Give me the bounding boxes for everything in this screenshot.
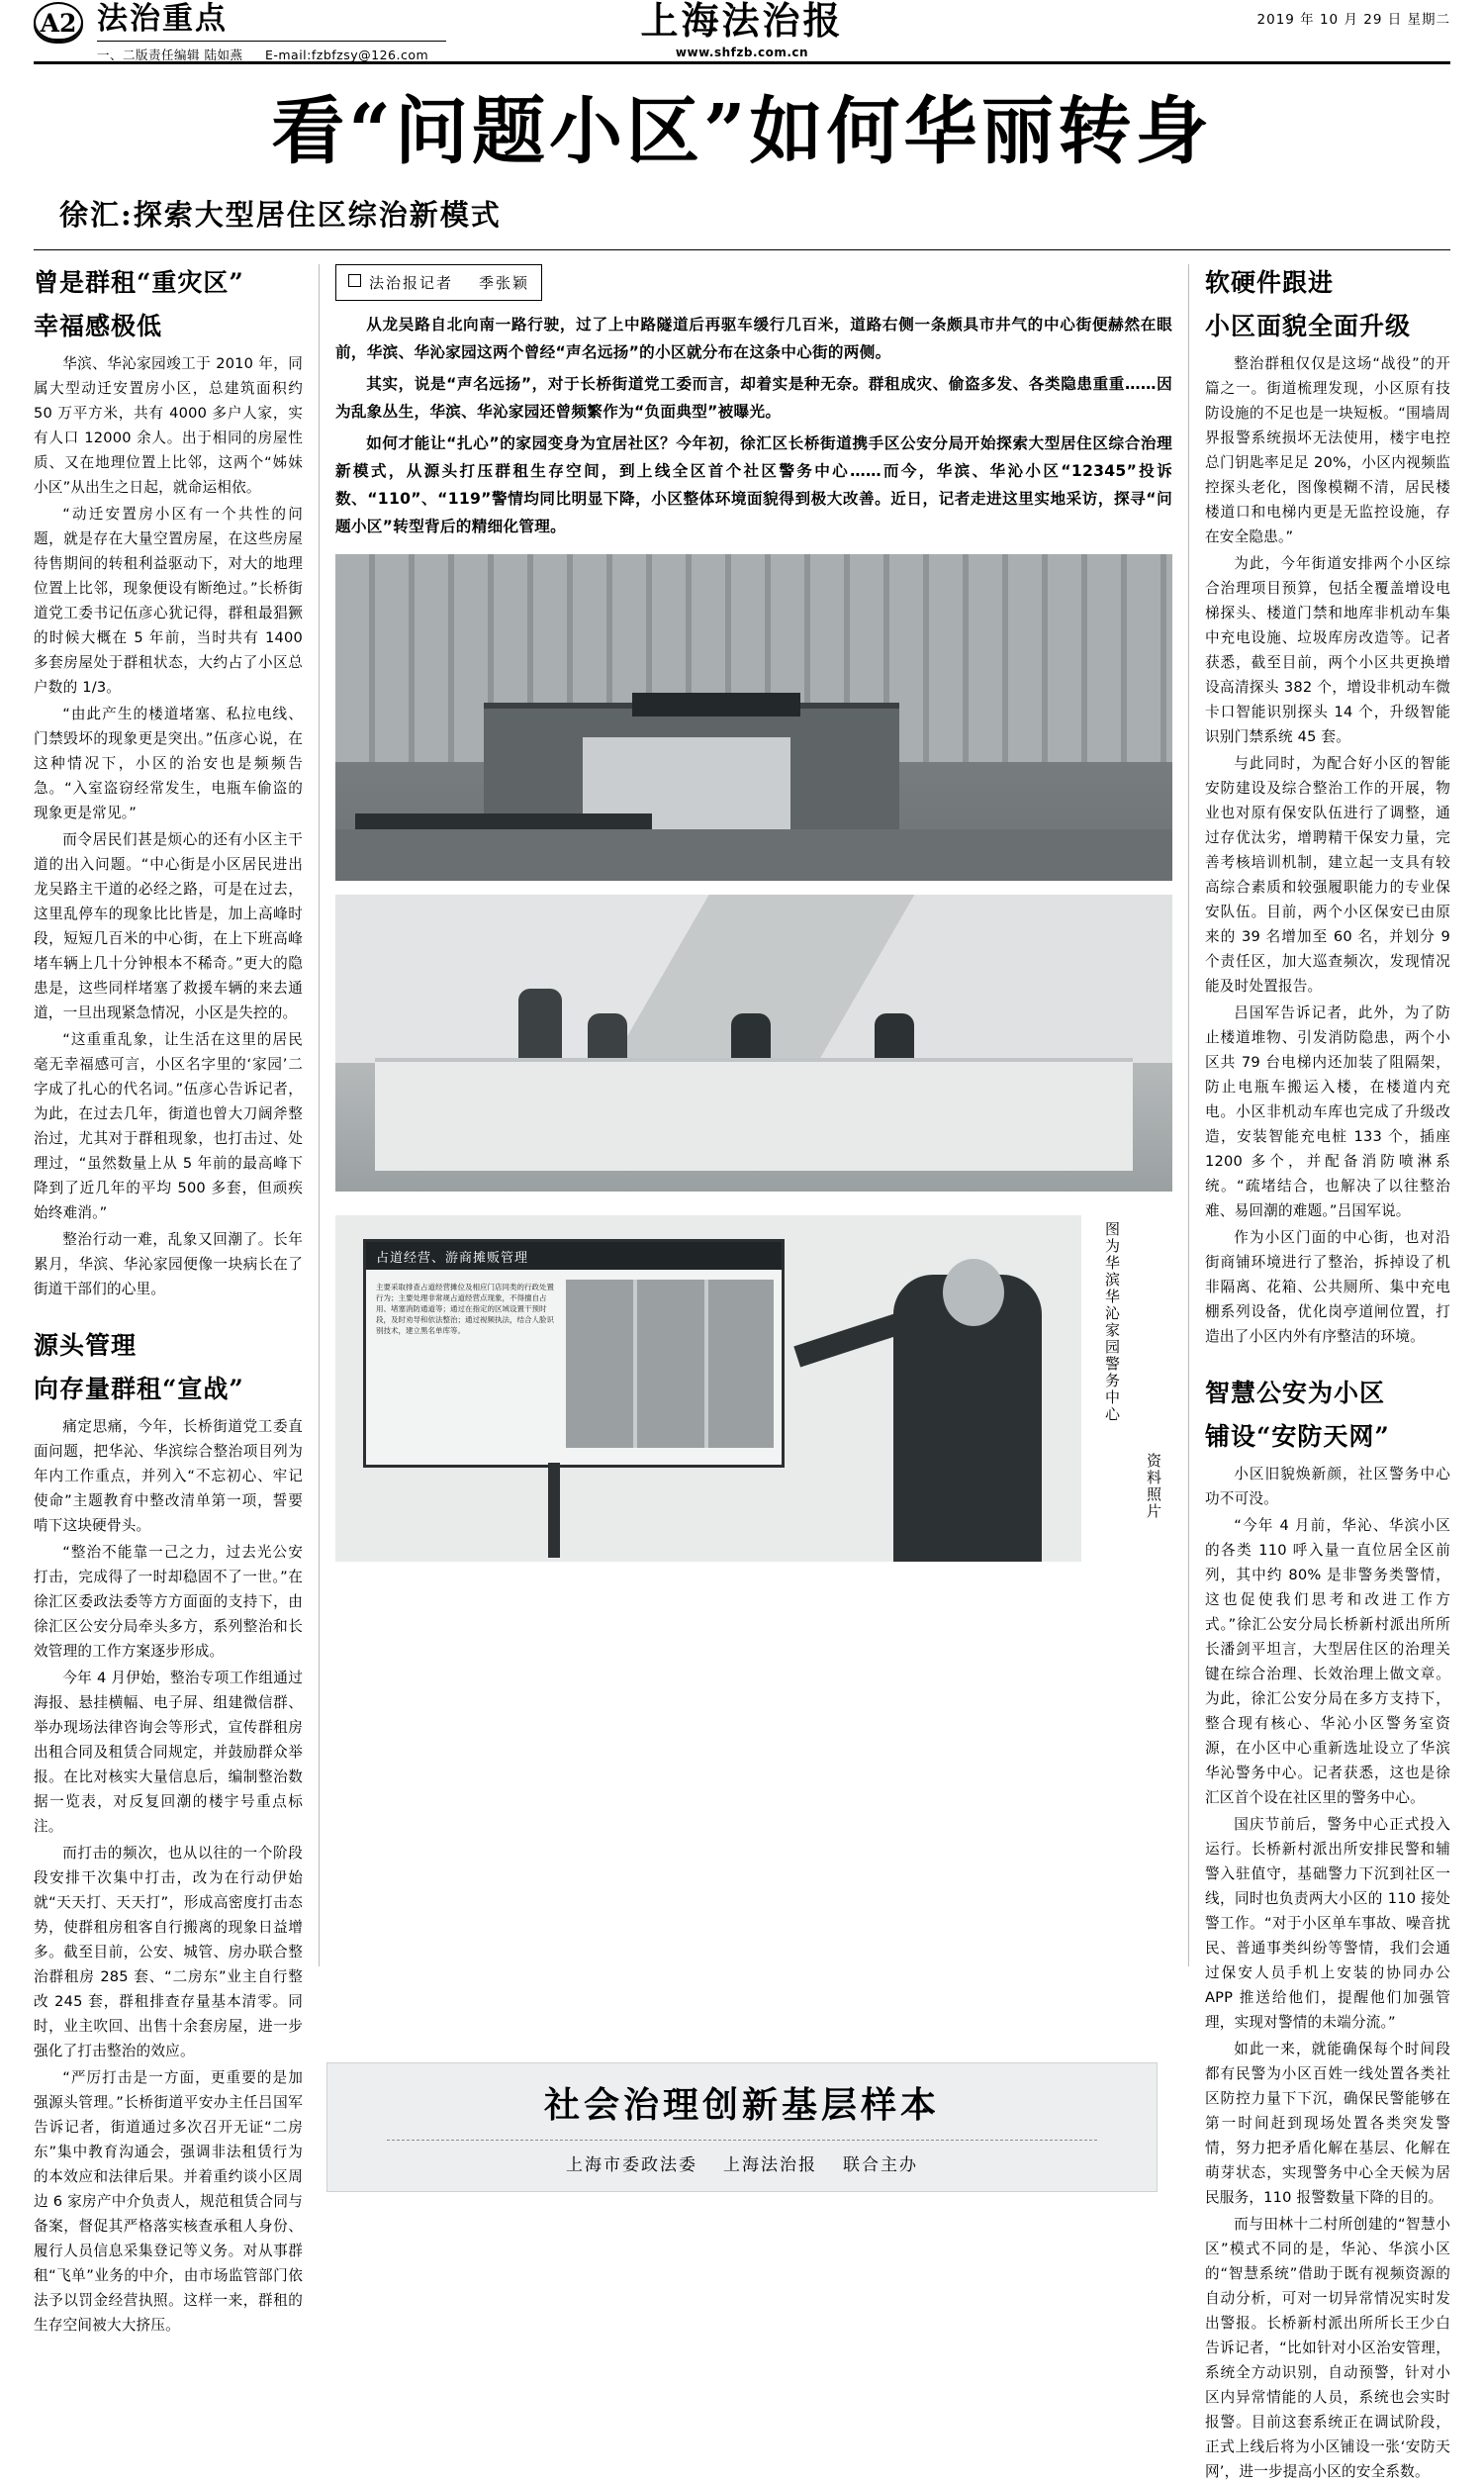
officer-arm bbox=[793, 1313, 903, 1368]
left-section1-title-line1: 曾是群租“重灾区” bbox=[34, 268, 244, 297]
paragraph: 而令居民们甚是烦心的还有小区主干道的出入问题。“中心街是小区居民进出龙吴路主干道的必经之路，可是在过去，这里乱停车的现象比比皆是，加上高峰时段，短短几百米的中心街，在上下班高峰堵车辆上几十分钟根本不稀奇。”更大的隐患是，这些同样堵塞了救援车辆的来去通道，一旦出现紧急情况，小区是失控的。 bbox=[34, 831, 303, 1021]
left-section2-title-line2: 向存量群租“宣战” bbox=[34, 1375, 244, 1403]
screen-bullet-text: 主要采取排查占道经营摊位及相应门店同类的行政处置行为；主要处理非常规占道经营点现象，不得擅自占用、堵塞消防通道等；通过在指定的区域设置干预时段，及时劝导和依法整治；通过视频执法，结合人脸识别技术，建立黑名单库等。 bbox=[376, 1283, 554, 1335]
paragraph: 小区旧貌焕新颜，社区警务中心功不可没。 bbox=[1205, 1466, 1450, 1507]
masthead-left bbox=[34, 2, 446, 63]
officer-head bbox=[943, 1259, 1004, 1326]
paragraph: “整治不能靠一己之力，过去光公安打击，完成得了一时却稳固不了一世。”在徐汇区委政法委等方方面面的支持下，由徐汇区公安分局牵头多方，系列整治和长效管理的工作方案逐步形成。 bbox=[34, 1544, 303, 1660]
screen-image-grid bbox=[566, 1280, 774, 1448]
byline-box-icon bbox=[348, 274, 361, 287]
paragraph: 华滨、华沁家园竣工于 2010 年，同属大型动迁安置房小区，总建筑面积约 50 万平方米，共有 4000 多户人家，实有人口 12000 余人。出于相同的房屋性质、又在地理位置上比邻，这两个“姊妹小区”从出生之日起，就命运相依。 bbox=[34, 355, 303, 496]
lead-paragraphs bbox=[335, 311, 1172, 540]
street-foreground bbox=[335, 829, 1172, 881]
editor-name: 一、二版责任编辑 陆如燕 bbox=[97, 48, 243, 62]
byline-author: 季张颖 bbox=[479, 274, 530, 292]
right-section2-title-line1: 智慧公安为小区 bbox=[1205, 1379, 1386, 1407]
editor-email: E-mail:fzbfzsy@126.com bbox=[264, 48, 429, 62]
lead-paragraph: 其实，说是“声名远扬”，对于长桥街道党工委而言，却着实是种无奈。群租成灾、偷盗多发、各类隐患重重……因为乱象丛生，华滨、华沁家园还曾频繁作为“负面典型”被曝光。 bbox=[335, 375, 1172, 421]
caption-line-2: 资料照片 bbox=[1145, 1453, 1162, 1520]
right-section1-title-line2: 小区面貌全面升级 bbox=[1205, 312, 1412, 340]
paragraph: 而打击的频次，也从以往的一个阶段段安排干次集中打击，改为在行动伊始就“天天打、天天打”，形成高密度打击态势，使群租房租客自行搬离的现象日益增多。截至目前，公安、城管、房办联合整治群租房 285 套、“二房东”业主自行整改 245 套，群租排查存量基本清零。同时，业主吹回、出售十余套房屋，进一步强化了打击整治的效应。 bbox=[34, 1845, 303, 2059]
footer-sponsor-1: 上海市委政法委 bbox=[566, 2155, 697, 2175]
paragraph: “这重重乱象，让生活在这里的居民毫无幸福感可言，小区名字里的‘家园’二字成了扎心的代名词。”伍彦心告诉记者，为此，在过去几年，街道也曾大刀阔斧整治过，尤其对于群租现象，也打击过、处理过，“虽然数量上从 5 年前的最高峰下降到了近几年的平均 500 多套，但顽疾始终难消。” bbox=[34, 1031, 303, 1221]
masthead bbox=[34, 0, 1450, 64]
issue-date: 2019 年 10 月 29 日 星期二 bbox=[1256, 12, 1450, 28]
headline: 看“问题小区”如何华丽转身 bbox=[271, 89, 1213, 174]
paragraph: 今年 4 月伊始，整治专项工作组通过海报、悬挂横幅、电子屏、组建微信群、举办现场法律咨询会等形式，宣传群租房出租合同及租赁合同规定，并鼓励群众举报。在比对核实大量信息后，编制整治数据一览表，对反复回潮的楼宇号重点标注。 bbox=[34, 1670, 303, 1835]
lead-paragraph: 从龙吴路自北向南一路行驶，过了上中路隧道后再驱车缓行几百米，道路右侧一条颇具市井气的中心街便赫然在眼前，华滨、华沁家园这两个曾经“声名远扬”的小区就分布在这条中心街的两侧。 bbox=[335, 316, 1172, 361]
photo-officer-presentation bbox=[335, 1215, 1081, 1562]
footer-sponsor-2: 上海法治报 bbox=[723, 2155, 817, 2175]
screen-title: 占道经营、游商摊贩管理 bbox=[376, 1251, 529, 1266]
right-column bbox=[1189, 264, 1450, 2480]
paragraph: “严厉打击是一方面，更重要的是加强源头管理。”长桥街道平安办主任吕国军告诉记者，街道通过多次召开无证“二房东”集中教育沟通会，强调非法租赁行为的本效应和法律后果。并着重约谈小区周边 6 家房产中介负责人，规范租赁合同与备案，督促其严格落实核查承租人身份、履行人员信息采集登记等义务。对从事群租“飞单”业务的中介，由市场监管部门依法予以罚金经营执照。这样一来，群租的生存空间被大大挤压。 bbox=[34, 2069, 303, 2334]
lead-paragraph: 如何才能让“扎心”的家园变身为宜居社区？今年初，徐汇区长桥街道携手区公安分局开始探索大型居住区综合治理新模式，从源头打压群租生存空间，到上线全区首个社区警务中心……而今，华滨、华沁小区“12345”投诉数、“110”、“119”警情均同比明显下降，小区整体环境面貌得到极大改善。近日，记者走进这里实地采访，探寻“问题小区”转型背后的精细化管理。 bbox=[335, 434, 1172, 535]
headline-divider bbox=[34, 249, 1450, 250]
paragraph: 整治群租仅仅是这场“战役”的开篇之一。街道梳理发现，小区原有技防设施的不足也是一块短板。“围墙周界报警系统损坏无法使用，楼宇电控总门钥匙率足足 20%，小区内视频监控探头老化，图像模糊不清，居民楼楼道口和电梯内更是无监控设施，存在安全隐患。” bbox=[1205, 355, 1450, 545]
paragraph: 国庆节前后，警务中心正式投入运行。长桥新村派出所安排民警和辅警入驻值守，基础警力下沉到社区一线，同时也负责两大小区的 110 接处警工作。“对于小区单车事故、噪音扰民、普通事类纠纷等警情，我们会通过保安人员手机上安装的协同办公 APP 推送给他们，提醒他们加强管理，实现对警情的未端分流。” bbox=[1205, 1816, 1450, 2031]
page-number-badge: A2 bbox=[34, 2, 83, 44]
paragraph: “今年 4 月前，华沁、华滨小区的各类 110 呼入量一直位居全区前列，其中约 80% 是非警务类警情，这也促使我们思考和改进工作方式。”徐汇公安分局长桥新村派出所所长潘剑平坦言，大型居住区的治理关键在综合治理、长效治理上做文章。为此，徐汇公安分局在多方支持下，整合现有核心、华沁小区警务室资源，在小区中心重新选址设立了华滨华沁警务中心。记者获悉，这也是徐汇区首个设在社区里的警务中心。 bbox=[1205, 1517, 1450, 1806]
section-block bbox=[97, 2, 446, 63]
paragraph: 如此一来，就能确保每个时间段都有民警为小区百姓一线处置各类社区防控力量下下沉，确保民警能够在第一时间赶到现场处置各类突发警情，努力把矛盾化解在基层、化解在萌芽状态，实现警务中心全天候为居民服务，110 报警数量下降的目的。 bbox=[1205, 2041, 1450, 2206]
police-sign bbox=[632, 693, 800, 717]
subheadline: 徐汇:探索大型居住区综治新模式 bbox=[59, 198, 502, 232]
paper-url: www.shfzb.com.cn bbox=[675, 46, 809, 59]
editor-line bbox=[97, 41, 446, 63]
right-section1-title-line1: 软硬件跟进 bbox=[1205, 268, 1335, 297]
photo3-caption bbox=[1081, 1201, 1172, 1562]
byline-role: 法治报记者 bbox=[369, 274, 454, 292]
footer-divider bbox=[387, 2140, 1097, 2141]
caption-line-1: 图为华滨华沁家园警务中心 bbox=[1103, 1221, 1121, 1423]
paragraph: “由此产生的楼道堵塞、私拉电线、门禁毁坏的现象更是突出。”伍彦心说，在这种情况下，小区的治安也是频频告急。“入室盗窃经常发生，电瓶车偷盗的现象更是常见。” bbox=[34, 706, 303, 821]
screen-stand bbox=[548, 1463, 560, 1558]
photo-police-center-exterior bbox=[335, 554, 1172, 881]
left-section1-title-line2: 幸福感极低 bbox=[34, 312, 163, 340]
footer-title: 社会治理创新基层样本 bbox=[543, 2084, 940, 2126]
left-column bbox=[34, 264, 319, 2334]
masthead-center bbox=[640, 0, 843, 59]
paragraph: 作为小区门面的中心街，也对沿街商铺环境进行了整治，拆掉设了机非隔离、花箱、公共厕所、集中充电棚系列设备，优化岗亭道闸位置，打造出了小区内外有序整洁的环境。 bbox=[1205, 1229, 1450, 1345]
display-screen bbox=[363, 1239, 785, 1468]
left-section2-title-line1: 源头管理 bbox=[34, 1331, 138, 1360]
paragraph: 为此，今年街道安排两个小区综合治理项目预算，包括全覆盖增设电梯探头、楼道门禁和地库非机动车集中充电设施、垃圾库房改造等。记者获悉，截至目前，两个小区共更换增设高清探头 382 个，增设非机动车微卡口智能识别探头 14 个，升级智能识别门禁系统 45 套。 bbox=[1205, 555, 1450, 745]
paper-name: 上海法治报 bbox=[640, 0, 844, 43]
paragraph: 而与田林十二村所创建的“智慧小区”模式不同的是，华沁、华滨小区的“智慧系统”借助于既有视频资源的自动分析，可对一切异常情况实时发出警报。长桥新村派出所所长王少白告诉记者，“比如针对小区治安管理，系统全方动识别，自动预警，针对小区内异常情能的人员，系统也会实时报警。目前这套系统正在调试阶段，正式上线后将为小区铺设一张‘安防天网’，进一步提高小区的安全系数。 bbox=[1205, 2216, 1450, 2480]
footer-sponsor-3: 联合主办 bbox=[843, 2155, 918, 2175]
paragraph: 吕国军告诉记者，此外，为了防止楼道堆物、引发消防隐患，两个小区共 79 台电梯内还加装了阻隔架，防止电瓶车搬运入楼，在楼道内充电。小区非机动车库也完成了升级改造，安装智能充电桩 133 个，插座 1200 多个，并配备消防喷淋系统。“疏堵结合，也解决了以往整治难、易回潮的难题。”吕国军说。 bbox=[1205, 1004, 1450, 1219]
paragraph: 与此同时，为配合好小区的智能安防建设及综合整治工作的开展，物业也对原有保安队伍进行了调整，通过存优汰劣，增聘精干保安力量，完善考核培训机制，建立起一支具有较高综合素质和较强履职能力的专业保安队伍。目前，两个小区保安已由原来的 39 名增加至 60 名，并划分 9 个责任区，加大巡查频次，发现情况能及时处置报告。 bbox=[1205, 755, 1450, 995]
right-section2-title-line2: 铺设“安防天网” bbox=[1205, 1422, 1390, 1451]
photo3-with-caption bbox=[335, 1201, 1172, 1562]
byline bbox=[335, 264, 542, 301]
section-title: 法治重点 bbox=[97, 1, 228, 37]
paragraph: 痛定思痛，今年，长桥街道党工委直面问题，把华沁、华滨综合整治项目列为年内工作重点，并列入“不忘初心、牢记使命”主题教育中整改清单第一项，誓要啃下这块硬骨头。 bbox=[34, 1418, 303, 1534]
service-counter bbox=[375, 1058, 1133, 1171]
paragraph: 整治行动一难，乱象又回潮了。长年累月，华滨、华沁家园便像一块病长在了街道干部们的心里。 bbox=[34, 1231, 303, 1297]
middle-column bbox=[319, 264, 1189, 1966]
paragraph: “动迁安置房小区有一个共性的问题，就是存在大量空置房屋，在这些房屋待售期间的转租利益驱动下，对大的地理位置上比邻，现象便设有断绝过。”长桥街道党工委书记伍彦心犹记得，群租最猖獗的时候大概在 5 年前，当时共有 1400 多套房屋处于群租状态，大约占了小区总户数的 1/3。 bbox=[34, 506, 303, 696]
photo-police-center-interior bbox=[335, 895, 1172, 1192]
footer-sponsors bbox=[327, 2150, 1157, 2175]
footer-banner bbox=[326, 2062, 1158, 2192]
